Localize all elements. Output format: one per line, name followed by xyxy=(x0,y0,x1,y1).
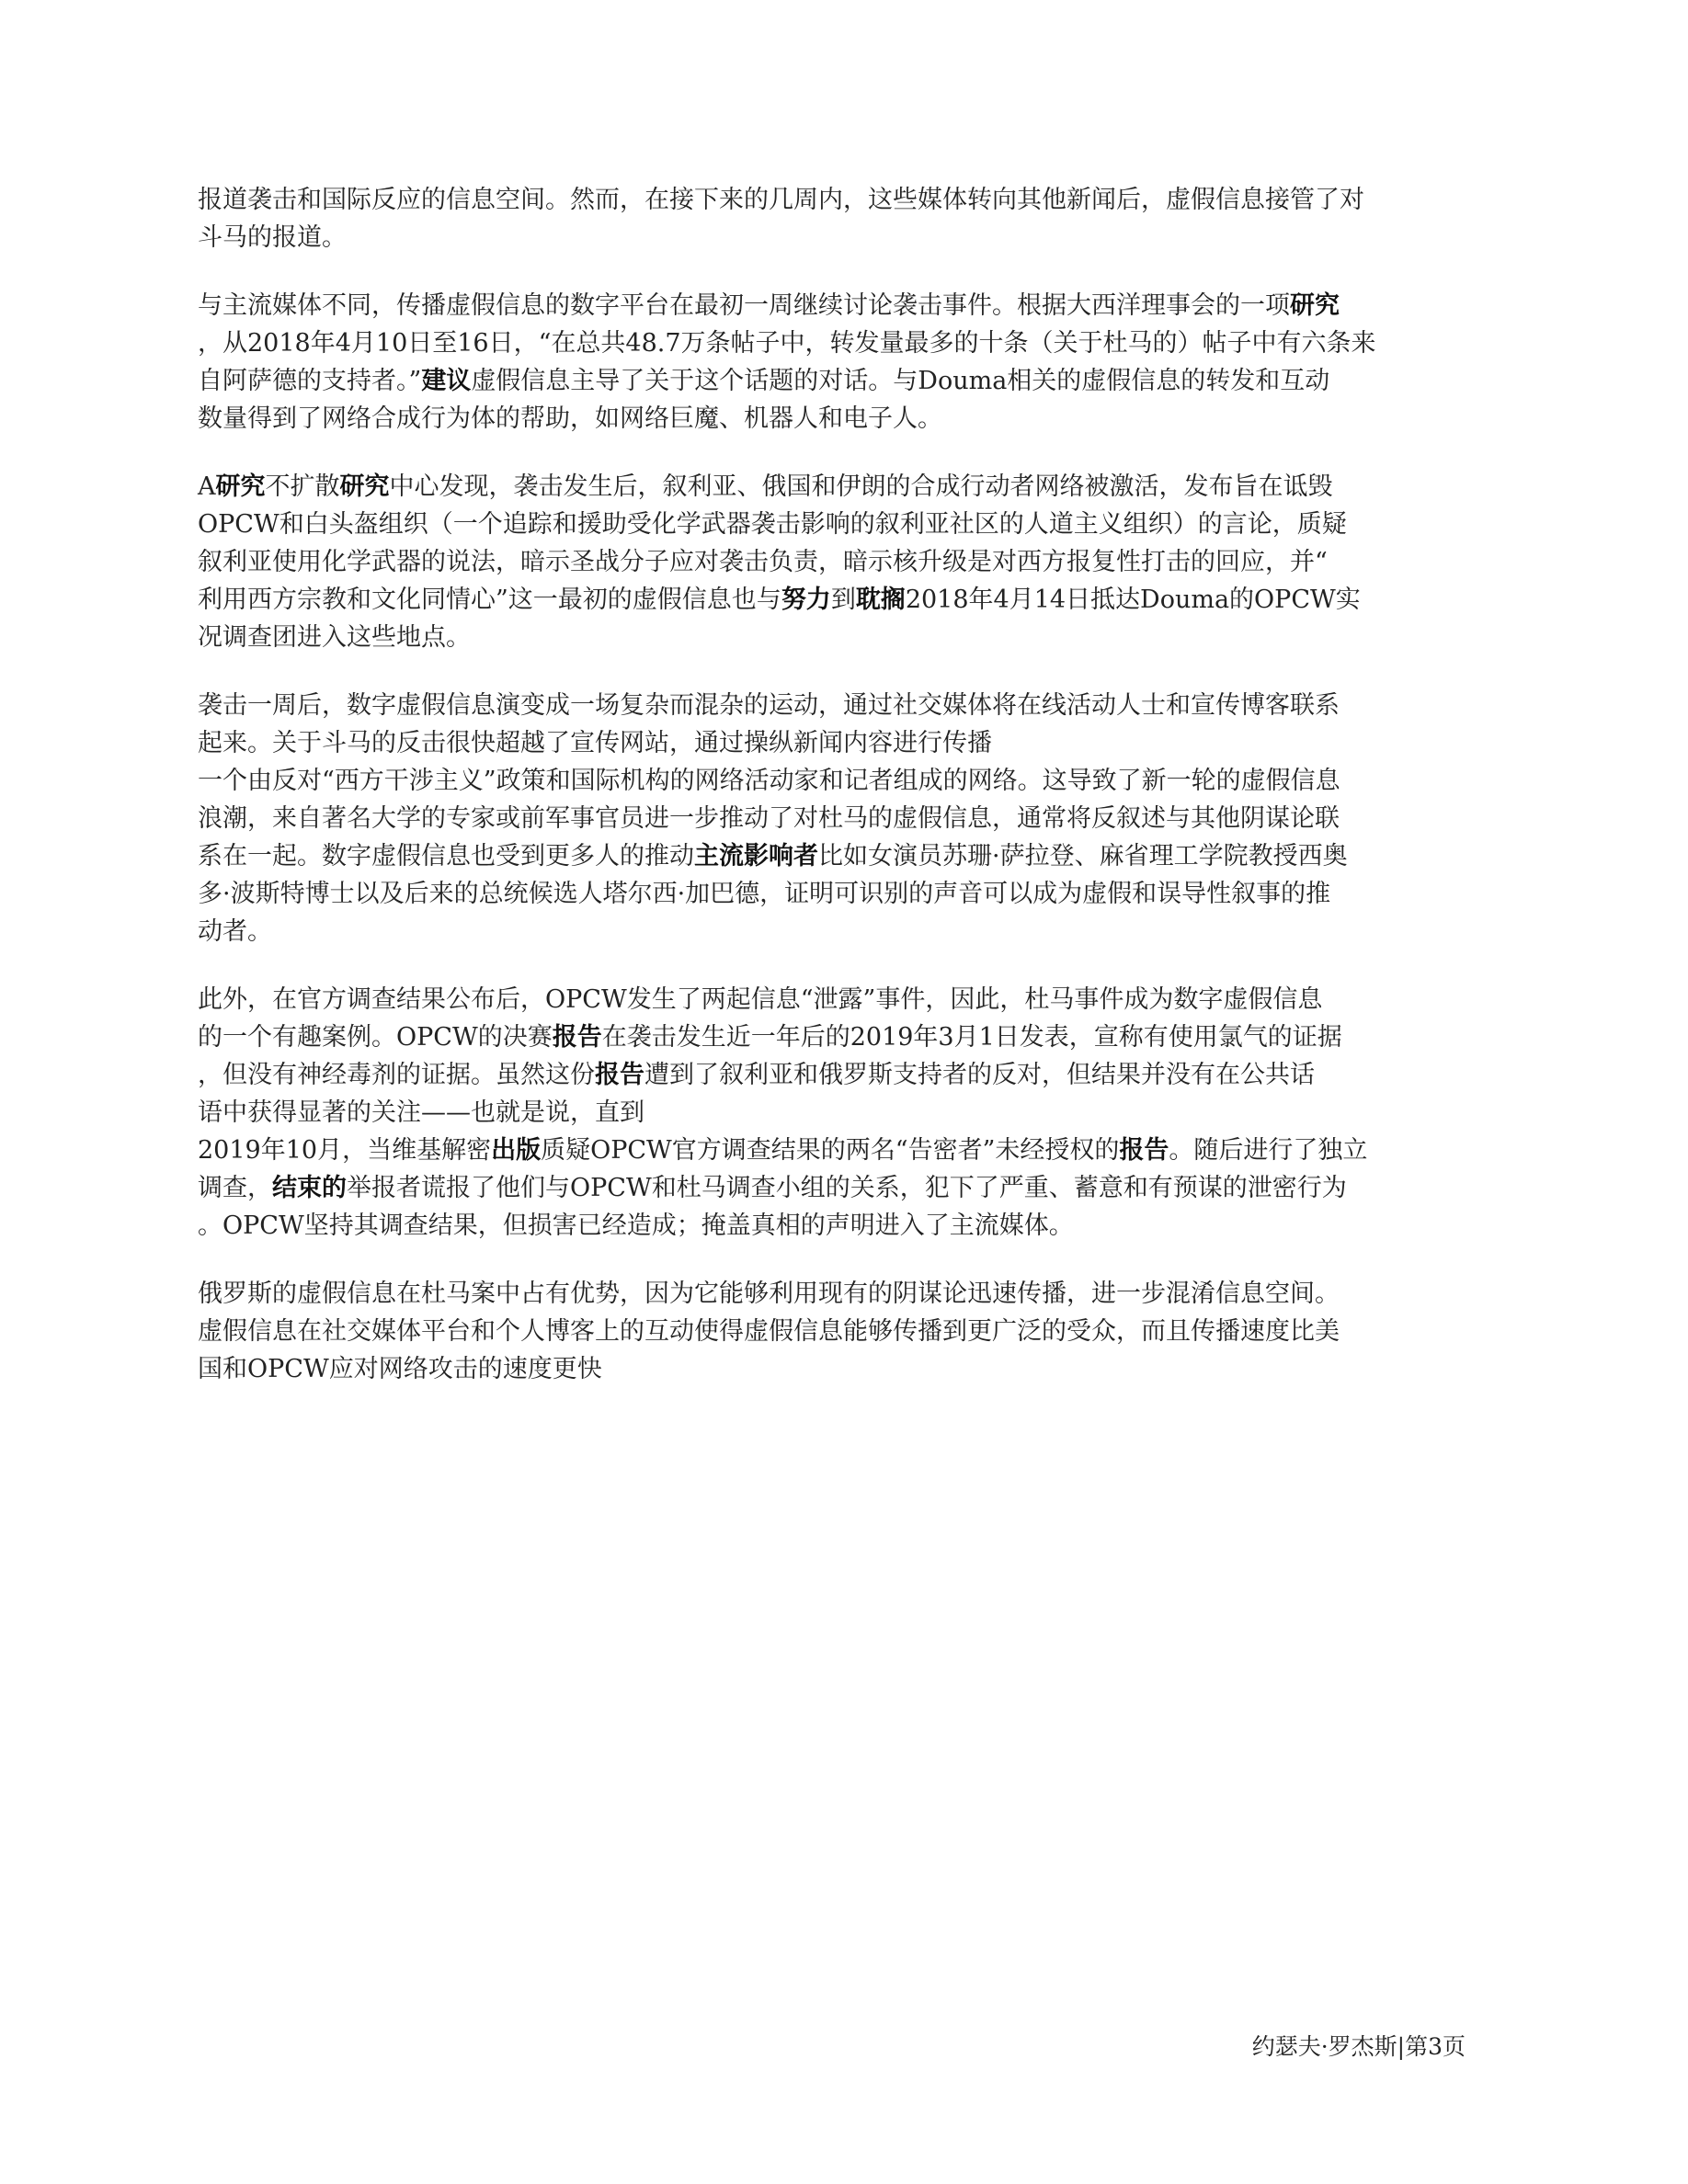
inline-link[interactable]: 研究 xyxy=(215,472,266,501)
paragraph-6 xyxy=(198,1275,1494,1388)
text-line: 利用西方宗教和文化同情心”这一最初的虚假信息也与努力到耽搁2018年4月14日抵达Douma的OPCW实 xyxy=(198,586,1361,614)
text-line: 动者。 xyxy=(198,917,272,946)
text-line: 调查，结束的举报者谎报了他们与OPCW和杜马调查小组的关系，犯下了严重、蓄意和有预谋的泄密行为 xyxy=(198,1174,1347,1202)
page-footer: 约瑟夫·罗杰斯|第3页 xyxy=(1251,2033,1466,2060)
text-line: 此外，在官方调查结果公布后，OPCW发生了两起信息“泄露”事件，因此，杜马事件成为数字虚假信息 xyxy=(198,985,1323,1014)
inline-link[interactable]: 研究 xyxy=(1290,291,1340,320)
text-line: ，但没有神经毒剂的证据。虽然这份报告遭到了叙利亚和俄罗斯支持者的反对，但结果并没有在公共话 xyxy=(198,1061,1315,1089)
inline-link[interactable]: 耽搁 xyxy=(855,586,906,614)
paragraph-1 xyxy=(198,181,1494,256)
text-line: 。OPCW坚持其调查结果，但损害已经造成；掩盖真相的声明进入了主流媒体。 xyxy=(198,1211,1074,1240)
paragraph-3 xyxy=(198,468,1494,656)
text-line: 报道袭击和国际反应的信息空间。然而，在接下来的几周内，这些媒体转向其他新闻后，虚假信息接管了对 xyxy=(198,186,1364,214)
text-line: 浪潮，来自著名大学的专家或前军事官员进一步推动了对杜马的虚假信息，通常将反叙述与其他阴谋论联 xyxy=(198,804,1340,833)
inline-link[interactable]: 出版 xyxy=(491,1136,542,1165)
text-line: 系在一起。数字虚假信息也受到更多人的推动主流影响者比如女演员苏珊·萨拉登、麻省理工学院教授西奥 xyxy=(198,842,1348,870)
document-body xyxy=(198,181,1494,1418)
text-line: 数量得到了网络合成行为体的帮助，如网络巨魔、机器人和电子人。 xyxy=(198,404,942,433)
inline-link[interactable]: 结束的 xyxy=(272,1174,347,1202)
inline-link[interactable]: 主流影响者 xyxy=(694,842,818,870)
text-line: 国和OPCW应对网络攻击的速度更快 xyxy=(198,1355,602,1383)
text-line: 自阿萨德的支持者。”建议虚假信息主导了关于这个话题的对话。与Douma相关的虚假信息的转发和互动 xyxy=(198,367,1330,395)
text-line: 的一个有趣案例。OPCW的决赛报告在袭击发生近一年后的2019年3月1日发表，宣称有使用氯气的证据 xyxy=(198,1023,1342,1052)
inline-link[interactable]: 努力 xyxy=(781,586,831,614)
inline-link[interactable]: 报告 xyxy=(595,1061,644,1089)
text-line: 语中获得显著的关注——也就是说，直到 xyxy=(198,1098,644,1127)
text-line: 况调查团进入这些地点。 xyxy=(198,623,471,652)
inline-link[interactable]: 建议 xyxy=(421,367,472,395)
paragraph-2 xyxy=(198,287,1494,438)
text-line: 多·波斯特博士以及后来的总统候选人塔尔西·加巴德，证明可识别的声音可以成为虚假和误导性叙事的推 xyxy=(198,880,1331,908)
text-line: A研究不扩散研究中心发现，袭击发生后，叙利亚、俄国和伊朗的合成行动者网络被激活，发布旨在诋毁 xyxy=(198,472,1333,501)
text-line: 与主流媒体不同，传播虚假信息的数字平台在最初一周继续讨论袭击事件。根据大西洋理事会的一项研究 xyxy=(198,291,1340,320)
text-line: 叙利亚使用化学武器的说法，暗示圣战分子应对袭击负责，暗示核升级是对西方报复性打击的回应，并“ xyxy=(198,548,1328,576)
text-line: ，从2018年4月10日至16日，“在总共48.7万条帖子中，转发量最多的十条（关于杜马的）帖子中有六条来 xyxy=(198,329,1376,358)
paragraph-4 xyxy=(198,687,1494,950)
text-line: 俄罗斯的虚假信息在杜马案中占有优势，因为它能够利用现有的阴谋论迅速传播，进一步混淆信息空间。 xyxy=(198,1280,1340,1308)
text-line: 2019年10月，当维基解密出版质疑OPCW官方调查结果的两名“告密者”未经授权的报告。随后进行了独立 xyxy=(198,1136,1368,1165)
text-line: 起来。关于斗马的反击很快超越了宣传网站，通过操纵新闻内容进行传播 xyxy=(198,729,992,757)
text-line: 斗马的报道。 xyxy=(198,223,347,252)
text-line: 一个由反对“西方干涉主义”政策和国际机构的网络活动家和记者组成的网络。这导致了新一轮的虚假信息 xyxy=(198,767,1340,795)
text-line: OPCW和白头盔组织（一个追踪和援助受化学武器袭击影响的叙利亚社区的人道主义组织）的言论，质疑 xyxy=(198,510,1347,539)
text-line: 虚假信息在社交媒体平台和个人博客上的互动使得虚假信息能够传播到更广泛的受众，而且传播速度比美 xyxy=(198,1317,1340,1346)
inline-link[interactable]: 报告 xyxy=(552,1023,602,1052)
text-line: 袭击一周后，数字虚假信息演变成一场复杂而混杂的运动，通过社交媒体将在线活动人士和宣传博客联系 xyxy=(198,691,1340,720)
inline-link[interactable]: 研究 xyxy=(339,472,390,501)
paragraph-5 xyxy=(198,981,1494,1245)
inline-link[interactable]: 报告 xyxy=(1119,1136,1169,1165)
